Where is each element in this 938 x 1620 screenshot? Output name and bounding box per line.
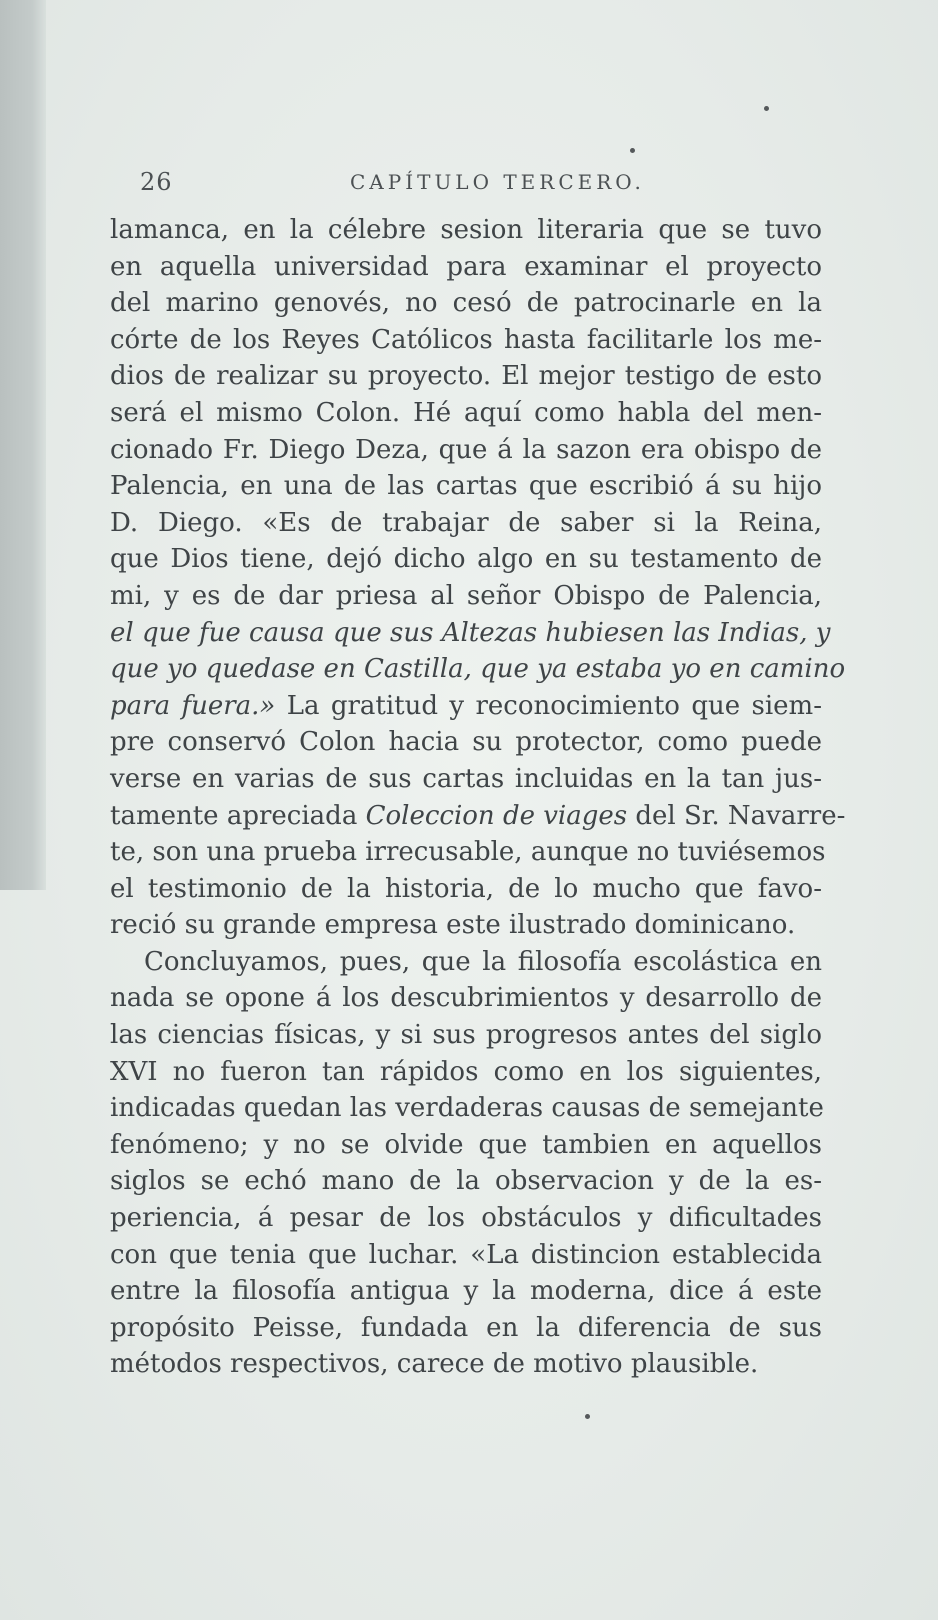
body-text bbox=[110, 212, 846, 1383]
text-line: lamanca, en la célebre sesion literaria que se tuvo bbox=[110, 215, 822, 245]
print-speck bbox=[630, 148, 635, 153]
text-line: tamente apreciada Coleccion de viages del Sr. Navarre- bbox=[110, 800, 846, 831]
text-line: dios de realizar su proyecto. El mejor testigo de esto bbox=[110, 361, 822, 392]
adjacent-page-edge bbox=[0, 0, 46, 890]
text-line: XVI no fueron tan rápidos como en los siguientes, bbox=[110, 1056, 822, 1087]
text-line: el testimonio de la historia, de lo mucho que favo- bbox=[110, 873, 822, 904]
paragraph-start-line: Concluyamos, pues, que la filosofía escolástica en bbox=[144, 946, 822, 977]
quoted-fragment: para fuera.» bbox=[110, 690, 276, 721]
text-line: periencia, á pesar de los obstáculos y dificultades bbox=[110, 1203, 822, 1234]
print-speck bbox=[585, 1414, 590, 1419]
text-line: nada se opone á los descubrimientos y desarrollo de bbox=[110, 983, 822, 1014]
text-line: métodos respectivos, carece de motivo plausible. bbox=[110, 1349, 759, 1380]
quoted-line: que yo quedase en Castilla, que ya estaba yo en camino bbox=[110, 654, 846, 685]
text-line: mi, y es de dar priesa al señor Obispo de Palencia, bbox=[110, 580, 822, 611]
text-line: en aquella universidad para examinar el proyecto bbox=[110, 251, 822, 282]
print-speck bbox=[764, 106, 769, 111]
book-title: Coleccion de viages bbox=[365, 800, 628, 831]
text-line: Palencia, en una de las cartas que escribió á su hijo bbox=[110, 471, 822, 502]
text-line: será el mismo Colon. Hé aquí como habla del men- bbox=[110, 397, 822, 428]
text-line: córte de los Reyes Católicos hasta facilitarle los me- bbox=[110, 324, 822, 355]
text-line: siglos se echó mano de la observacion y de la es- bbox=[110, 1166, 822, 1197]
text-line: pre conservó Colon hacia su protector, como puede bbox=[110, 727, 822, 758]
text-line: verse en varias de sus cartas incluidas en la tan jus- bbox=[110, 763, 822, 794]
text-line: indicadas quedan las verdaderas causas de semejante bbox=[110, 1093, 824, 1124]
text-line: para fuera.» La gratitud y reconocimiento que siem- bbox=[110, 690, 822, 721]
quoted-line: el que fue causa que sus Altezas hubiesen las Indias, y bbox=[110, 617, 831, 648]
running-head: CAPÍTULO TERCERO. bbox=[350, 170, 645, 194]
text-line: D. Diego. «Es de trabajar de saber si la Reina, bbox=[110, 507, 822, 538]
text-line: con que tenia que luchar. «La distincion establecida bbox=[110, 1239, 822, 1270]
text-line: te, son una prueba irrecusable, aunque no tuviésemos bbox=[110, 837, 826, 868]
text-line: propósito Peisse, fundada en la diferencia de sus bbox=[110, 1312, 822, 1343]
paragraph-end-line: reció su grande empresa este ilustrado dominicano. bbox=[110, 910, 796, 941]
page-header bbox=[140, 168, 830, 202]
text-line: que Dios tiene, dejó dicho algo en su testamento de bbox=[110, 544, 822, 575]
text-line: las ciencias físicas, y si sus progresos antes del siglo bbox=[110, 1020, 822, 1051]
text-line: entre la filosofía antigua y la moderna, dice á este bbox=[110, 1276, 822, 1307]
text-line: fenómeno; y no se olvide que tambien en aquellos bbox=[110, 1129, 822, 1160]
text-line: cionado Fr. Diego Deza, que á la sazon era obispo de bbox=[110, 434, 822, 465]
page-number: 26 bbox=[140, 168, 173, 196]
text-line: del marino genovés, no cesó de patrocinarle en la bbox=[110, 288, 822, 319]
